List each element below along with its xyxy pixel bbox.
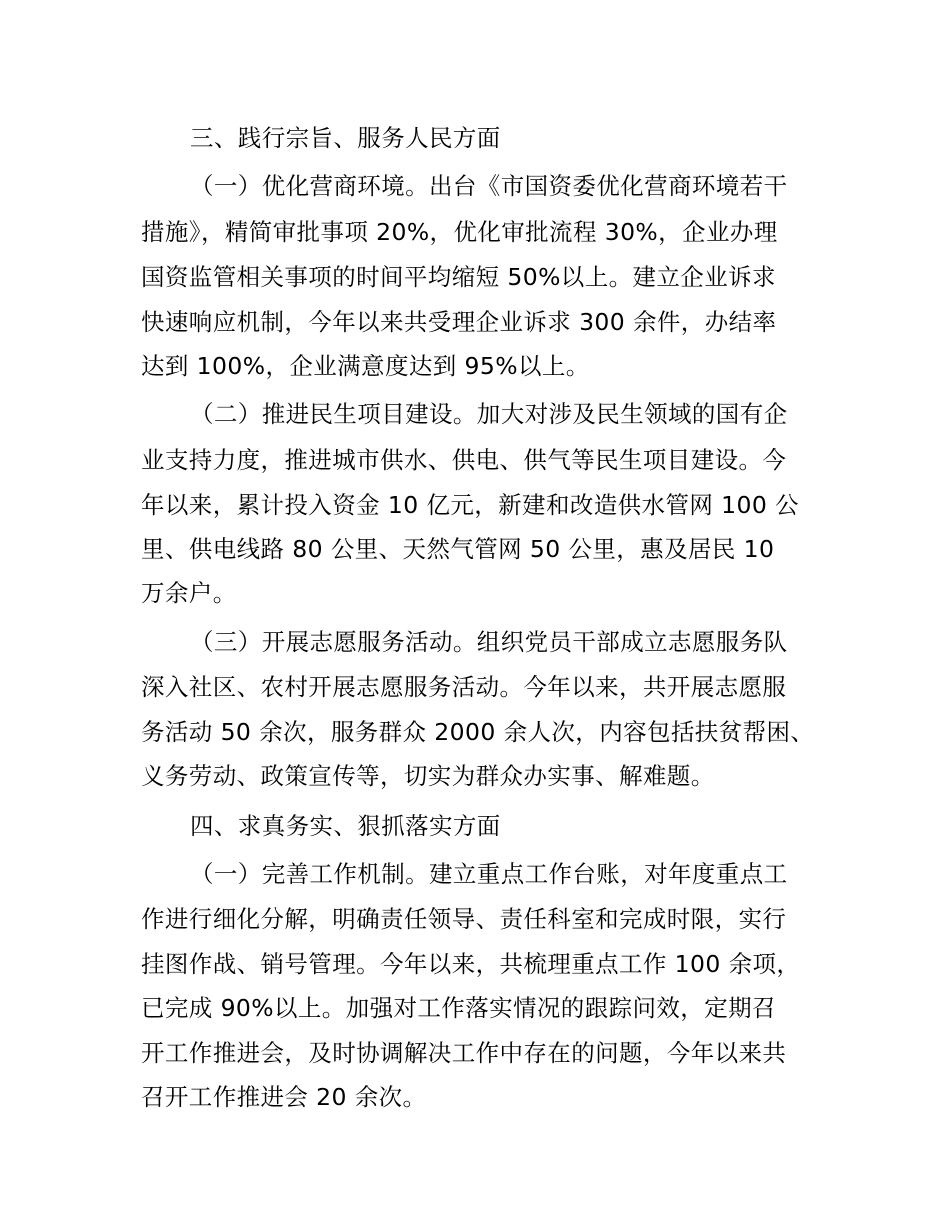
paragraph-line: （一）优化营商环境。出台《市国资委优化营商环境若干 bbox=[190, 172, 788, 200]
paragraph-line: 里、供电线路 80 公里、天然气管网 50 公里，惠及居民 10 bbox=[141, 535, 775, 563]
paragraph-line: 义务劳动、政策宣传等，切实为群众办实事、解难题。 bbox=[141, 762, 715, 790]
paragraph-line: 业支持力度，推进城市供水、供电、供气等民生项目建设。今 bbox=[141, 446, 787, 474]
paragraph-line: 深入社区、农村开展志愿服务活动。今年以来，共开展志愿服 bbox=[141, 673, 787, 701]
paragraph-line: 务活动 50 余次，服务群众 2000 余人次，内容包括扶贫帮困、 bbox=[141, 718, 815, 746]
paragraph-line: 挂图作战、销号管理。今年以来，共梳理重点工作 100 余项， bbox=[141, 950, 801, 978]
paragraph-line: 作进行细化分解，明确责任领导、责任科室和完成时限，实行 bbox=[141, 905, 787, 933]
section-heading-4: 四、求真务实、狠抓落实方面 bbox=[190, 812, 501, 840]
paragraph-line: 国资监管相关事项的时间平均缩短 50%以上。建立企业诉求 bbox=[141, 263, 776, 291]
paragraph-line: 万余户。 bbox=[141, 579, 237, 607]
paragraph-line: 达到 100%，企业满意度达到 95%以上。 bbox=[141, 352, 590, 380]
section-heading-3: 三、践行宗旨、服务人民方面 bbox=[190, 124, 501, 152]
paragraph-line: 召开工作推进会 20 余次。 bbox=[141, 1083, 427, 1111]
paragraph-line: （一）完善工作机制。建立重点工作台账，对年度重点工 bbox=[190, 860, 788, 888]
paragraph-line: （三）开展志愿服务活动。组织党员干部成立志愿服务队 bbox=[190, 628, 788, 656]
paragraph-line: 措施》，精简审批事项 20%，优化审批流程 30%，企业办理 bbox=[141, 218, 778, 246]
paragraph-line: 开工作推进会，及时协调解决工作中存在的问题，今年以来共 bbox=[141, 1039, 787, 1067]
paragraph-line: （二）推进民生项目建设。加大对涉及民生领域的国有企 bbox=[190, 400, 788, 428]
paragraph-line: 年以来，累计投入资金 10 亿元，新建和改造供水管网 100 公 bbox=[141, 491, 799, 519]
paragraph-line: 已完成 90%以上。加强对工作落实情况的跟踪问效，定期召 bbox=[141, 994, 776, 1022]
paragraph-line: 快速响应机制，今年以来共受理企业诉求 300 余件，办结率 bbox=[141, 308, 777, 336]
